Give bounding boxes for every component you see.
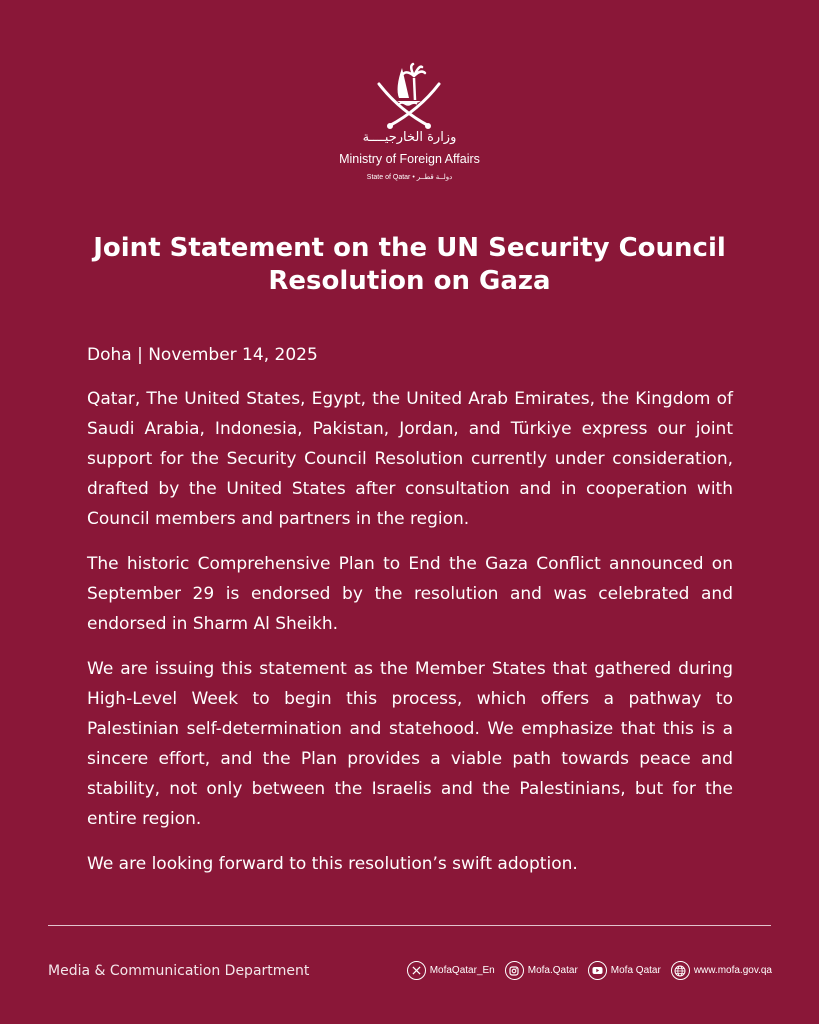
social-links xyxy=(407,961,772,980)
globe-icon xyxy=(671,961,690,980)
youtube-icon xyxy=(588,961,607,980)
qatar-emblem xyxy=(369,60,449,132)
state-label: State of Qatar • دولــة قطــر xyxy=(366,174,453,181)
website-url: www.mofa.gov.qa xyxy=(693,965,772,976)
instagram-link[interactable] xyxy=(505,961,578,980)
page-title xyxy=(40,232,779,298)
dateline: Doha | November 14, 2025 xyxy=(87,345,318,365)
ministry-name-arabic: وزارة الخارجيــــة xyxy=(362,130,457,145)
youtube-link[interactable] xyxy=(588,961,661,980)
department-name: Media & Communication Department xyxy=(48,963,310,979)
ministry-name-english: Ministry of Foreign Affairs xyxy=(339,152,480,166)
x-handle: MofaQatar_En xyxy=(429,965,495,976)
website-link[interactable] xyxy=(671,961,772,980)
title-line-1: Joint Statement on the UN Security Council xyxy=(93,233,726,263)
paragraph-2: The historic Comprehensive Plan to End the Gaza Conflict announced on September 29 is endorsed by the resolution and was celebrated and endorsed in Sharm Al Sheikh. xyxy=(87,554,733,634)
footer-divider xyxy=(48,925,771,926)
youtube-handle: Mofa Qatar xyxy=(610,965,661,976)
statement-body xyxy=(87,340,733,894)
paragraph-1: Qatar, The United States, Egypt, the United Arab Emirates, the Kingdom of Saudi Arabia, Indonesia, Pakistan, Jordan, and Türkiye express our joint support for the Security Council Resolution currently under consideration, drafted by the United States after consultation and in cooperation with Council members and partners in the region. xyxy=(87,389,733,529)
paragraph-3: We are issuing this statement as the Member States that gathered during High-Level Week to begin this process, which offers a pathway to Palestinian self-determination and statehood. We emphasize that this is a sincere effort, and the Plan provides a viable path towards peace and stability, not only between the Israelis and the Palestinians, but for the entire region. xyxy=(87,659,733,829)
instagram-icon xyxy=(505,961,524,980)
instagram-handle: Mofa.Qatar xyxy=(527,965,578,976)
paragraph-4: We are looking forward to this resolution’s swift adoption. xyxy=(87,854,578,874)
title-line-2: Resolution on Gaza xyxy=(268,266,551,296)
x-icon xyxy=(407,961,426,980)
x-link[interactable] xyxy=(407,961,495,980)
